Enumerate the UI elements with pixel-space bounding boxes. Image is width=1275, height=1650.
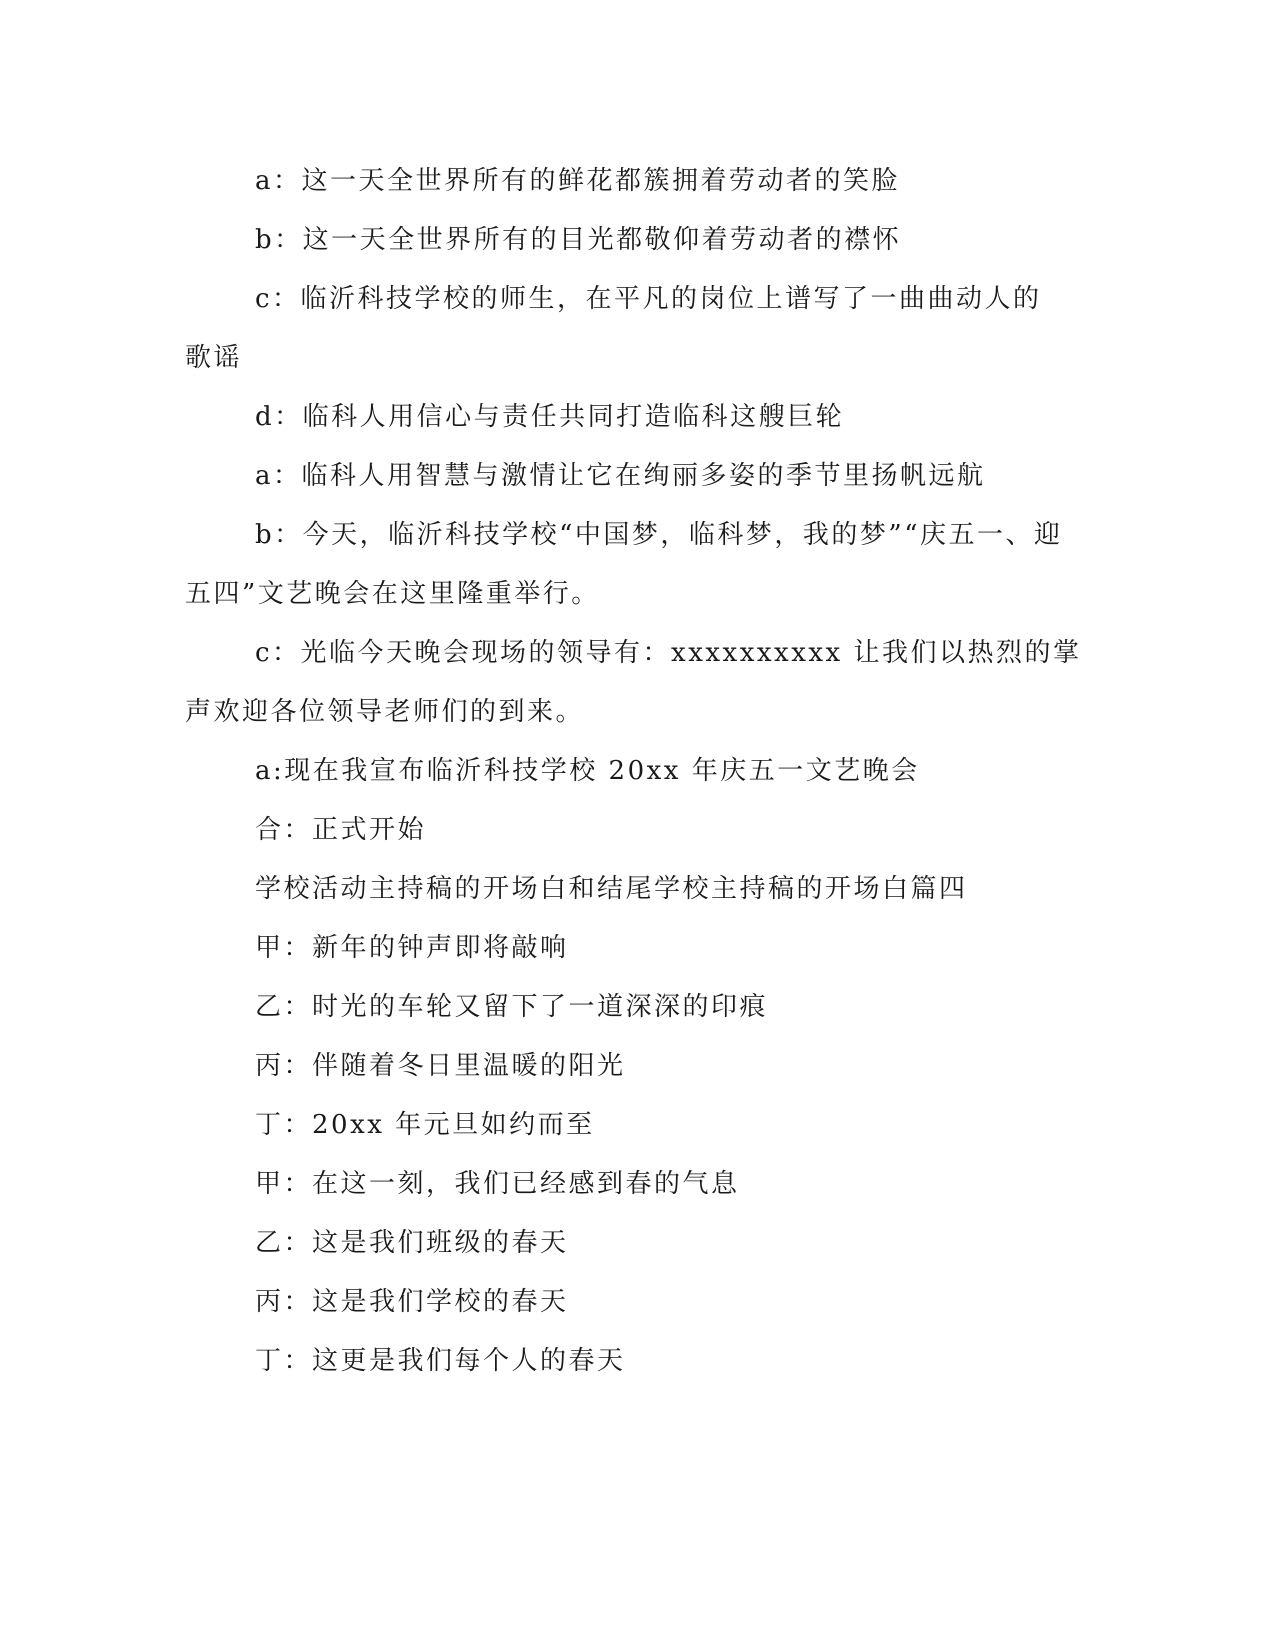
dialogue-line: b：这一天全世界所有的目光都敬仰着劳动者的襟怀 (255, 225, 902, 255)
dialogue-line: 丙：这是我们学校的春天 (255, 1287, 569, 1317)
dialogue-line: 丁：这更是我们每个人的春天 (255, 1346, 626, 1376)
dialogue-line: 丙：伴随着冬日里温暖的阳光 (255, 1051, 626, 1081)
dialogue-line: 乙：时光的车轮又留下了一道深深的印痕 (255, 992, 769, 1022)
dialogue-line: 甲：新年的钟声即将敲响 (255, 933, 569, 963)
dialogue-line: c：临沂科技学校的师生，在平凡的岗位上谱写了一曲曲动人的 (255, 284, 1042, 314)
dialogue-line: 甲：在这一刻，我们已经感到春的气息 (255, 1169, 740, 1199)
dialogue-line: 合：正式开始 (255, 815, 427, 845)
section-heading: 学校活动主持稿的开场白和结尾学校主持稿的开场白篇四 (255, 874, 968, 904)
dialogue-line-continuation: 五四”文艺晚会在这里隆重举行。 (185, 579, 600, 609)
dialogue-line: a：这一天全世界所有的鲜花都簇拥着劳动者的笑脸 (255, 166, 901, 196)
dialogue-line: 乙：这是我们班级的春天 (255, 1228, 569, 1258)
dialogue-line: b：今天，临沂科技学校“中国梦，临科梦，我的梦”“庆五一、迎 (255, 520, 1063, 550)
dialogue-line: a：临科人用智慧与激情让它在绚丽多姿的季节里扬帆远航 (255, 461, 986, 491)
dialogue-line-continuation: 歌谣 (185, 343, 243, 373)
dialogue-line-continuation: 声欢迎各位领导老师们的到来。 (185, 697, 585, 727)
dialogue-line: 丁：20xx 年元旦如约而至 (255, 1110, 595, 1140)
dialogue-line: c：光临今天晚会现场的领导有：xxxxxxxxxx 让我们以热烈的掌 (255, 638, 1082, 668)
dialogue-line: a:现在我宣布临沂科技学校 20xx 年庆五一文艺晚会 (255, 756, 920, 786)
dialogue-line: d：临科人用信心与责任共同打造临科这艘巨轮 (255, 402, 845, 432)
